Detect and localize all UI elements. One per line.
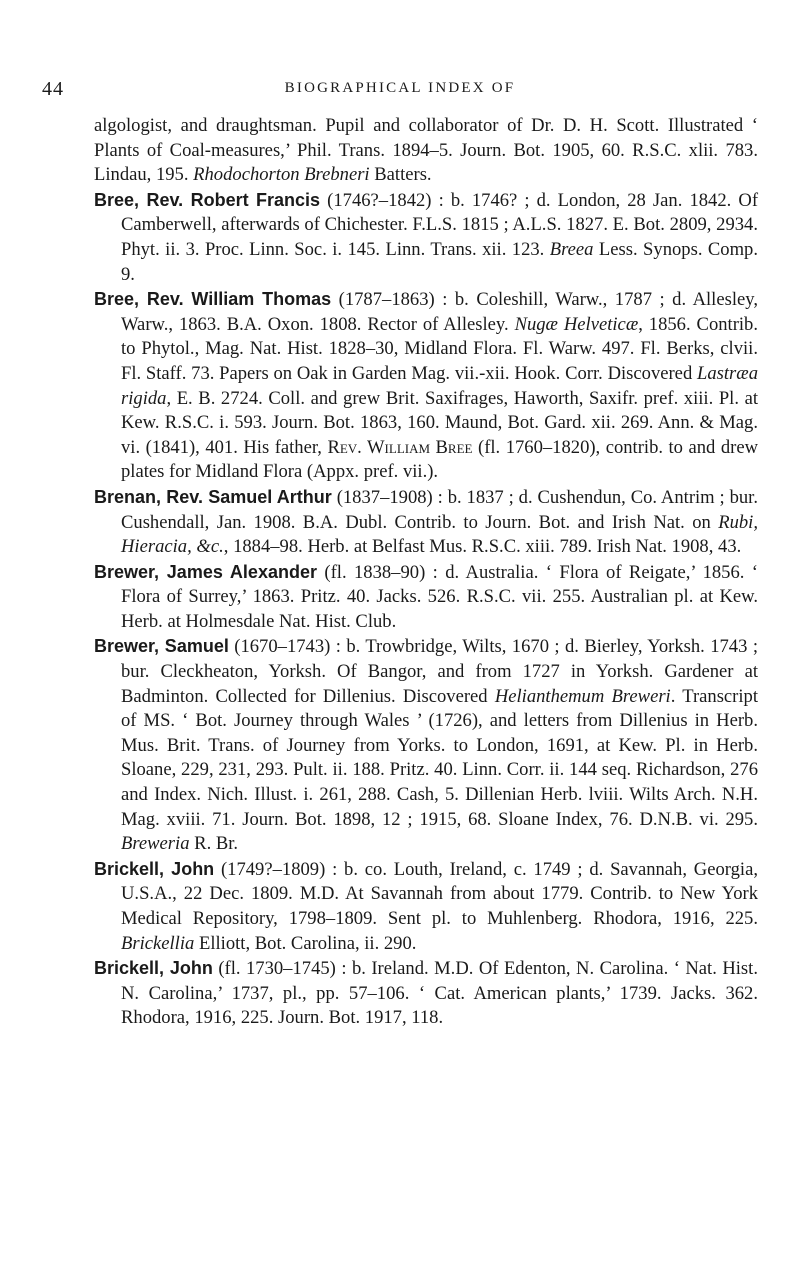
index-body <box>94 114 758 1031</box>
entry-heading: Brenan, Rev. Samuel Arthur <box>94 486 332 507</box>
entry-brickell-john-1730: Brickell, John (fl. 1730–1745) : b. Ireland. M.D. Of Edenton, N. Carolina. ‘ Nat. Hist. N. Carolina,’ 1737, pl., pp. 57–106. ‘ Cat. American plants,’ 1739. Jacks. 362. Rhodora, 1916, 225. Journ. Bot. 1917, 118. <box>94 958 758 1029</box>
entry-heading: Brewer, James Alexander <box>94 561 317 582</box>
entry-bree-william-thomas: Bree, Rev. William Thomas (1787–1863) : b. Coleshill, Warw., 1787 ; d. Allesley, Warw., 1863. B.A. Oxon. 1808. Rector of Allesley. Nugæ Helveticæ, 1856. Contrib. to Phytol., Mag. Nat. Hist. 1828–30, Midland Flora. Fl. Warw. 497. Fl. Berks, clvii. Fl. Staff. 73. Papers on Oak in Garden Mag. vii.-xii. Hook. Corr. Discovered Lastræa rigida, E. B. 2724. Coll. and grew Brit. Saxifrages, Haworth, Saxifr. pref. xiii. Pl. at Kew. R.S.C. i. 593. Journ. Bot. 1863, 160. Maund, Bot. Gard. xii. 269. Ann. & Mag. vi. (1841), 401. His father, Rev. William Bree (fl. 1760–1820), contrib. to and drew plates for Midland Flora (Appx. pref. vii.). <box>94 289 759 483</box>
entry-brewer-samuel: Brewer, Samuel (1670–1743) : b. Trowbridge, Wilts, 1670 ; d. Bierley, Yorksh. 1743 ; bur. Cleckheaton, Yorksh. Of Bangor, and from 1727 in Yorksh. Gardener at Badminton. Collected for Dillenius. Discovered Helianthemum Breweri. Transcript of MS. ‘ Bot. Journey through Wales ’ (1726), and letters from Dillenius in Herb. Mus. Brit. Trans. of Journey from Yorks. to London, 1691, at Kew. Pl. in Herb. Sloane, 229, 231, 293. Pult. ii. 188. Pritz. 40. Linn. Corr. ii. 144 seq. Richardson, 276 and Index. Nich. Illust. i. 261, 288. Cash, 5. Dillenian Herb. lviii. Wilts Arch. N.H. Mag. xviii. 71. Journ. Bot. 1898, 12 ; 1915, 68. Sloane Index, 76. D.N.B. vi. 295. Breweria R. Br. <box>94 636 759 855</box>
entry-heading: Bree, Rev. Robert Francis <box>94 189 321 210</box>
entry-bree-robert-francis: Bree, Rev. Robert Francis (1746?–1842) : b. 1746? ; d. London, 28 Jan. 1842. Of Camberwell, afterwards of Chichester. F.L.S. 1815 ; A.L.S. 1827. E. Bot. 2809, 2934. Phyt. ii. 3. Proc. Linn. Soc. i. 145. Linn. Trans. xii. 123. Breea Less. Synops. Comp. 9. <box>94 189 759 285</box>
page-number: 44 <box>42 78 64 100</box>
running-title: BIOGRAPHICAL INDEX OF <box>284 80 516 96</box>
entry-continuation: algologist, and draughtsman. Pupil and collaborator of Dr. D. H. Scott. Illustrated ‘ Plants of Coal-measures,’ Phil. Trans. 1894–5. Journ. Bot. 1905, 60. R.S.C. xlii. 783. Lindau, 195. Rhodochorton Brebneri Batters. <box>94 115 758 186</box>
entry-brewer-james-alexander: Brewer, James Alexander (fl. 1838–90) : d. Australia. ‘ Flora of Reigate,’ 1856. ‘ Flora of Surrey,’ 1863. Pritz. 40. Jacks. 526. R.S.C. vii. 255. Australian pl. at Kew. Herb. at Holmesdale Nat. Hist. Club. <box>94 561 758 632</box>
entry-brickell-john-1749: Brickell, John (1749?–1809) : b. co. Louth, Ireland, c. 1749 ; d. Savannah, Georgia, U.S.A., 22 Dec. 1809. M.D. At Savannah from about 1779. Contrib. to New York Medical Repository, 1798–1809. Sent pl. to Muhlenberg. Rhodora, 1916, 225. Brickellia Elliott, Bot. Carolina, ii. 290. <box>94 858 758 954</box>
entry-brenan-samuel-arthur: Brenan, Rev. Samuel Arthur (1837–1908) : b. 1837 ; d. Cushendun, Co. Antrim ; bur. Cushendall, Jan. 1908. B.A. Dubl. Contrib. to Journ. Bot. and Irish Nat. on Rubi, Hieracia, &c., 1884–98. Herb. at Belfast Mus. R.S.C. xiii. 789. Irish Nat. 1908, 43. <box>94 486 758 558</box>
entry-heading: Bree, Rev. William Thomas <box>94 289 332 310</box>
entry-heading: Brickell, John <box>94 858 215 879</box>
entry-heading: Brewer, Samuel <box>94 636 229 657</box>
entry-heading: Brickell, John <box>94 958 213 979</box>
page-header <box>42 78 758 102</box>
